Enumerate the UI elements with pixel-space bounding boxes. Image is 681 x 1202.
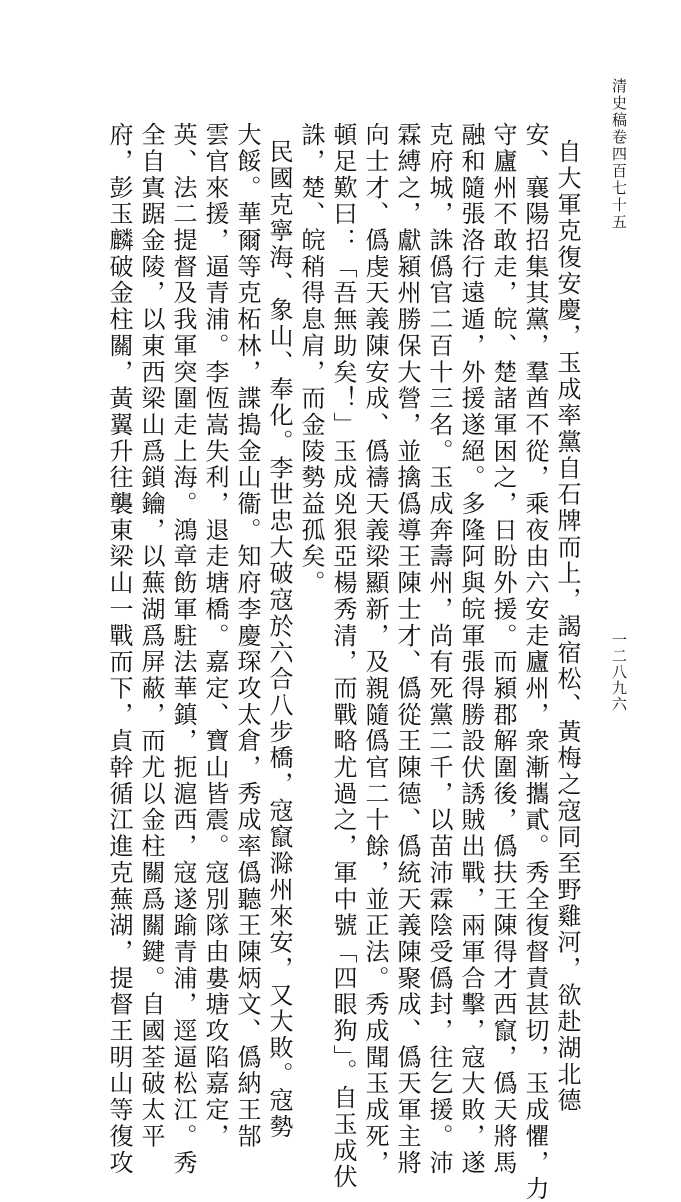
text-column-4: 融和隨張洛行遠遁，外援遂絕。多隆阿與皖軍張得勝設伏誘賊出戰，兩軍合擊，寇大敗，遂 xyxy=(457,122,485,1176)
text-column-11: 大餒。華爾等克柘林，諜搗金山衞。知府李慶琛攻太倉，秀成率僞聽王陳炳文、僞納王郜 xyxy=(233,122,261,1150)
text-column-13: 英、法二提督及我軍突圍走上海。鴻章飭軍駐法華鎮，扼滬西，寇遂踰青浦，逕逼松江。秀 xyxy=(169,122,197,1176)
text-column-5: 克府城，誅僞官二百十三名。玉成奔壽州，尚有死黨二千，以苗沛霖陰受僞封，往乞援。沛 xyxy=(425,122,453,1176)
text-column-14: 全自寘踞金陵，以東西梁山爲鎖鑰，以蕪湖爲屏蔽，而尤以金柱關爲關鍵。自國荃破太平 xyxy=(137,122,165,1150)
text-column-1: 自大軍克復安慶，玉成率黨自石牌而上，謁宿松、黃梅之寇同至野雞河，欲赴湖北德 xyxy=(553,139,581,1114)
page-number: 一二八九六 xyxy=(610,632,628,712)
text-column-9: 誅，楚、皖稍得息肩，而金陵勢益孤矣。 xyxy=(297,122,325,597)
text-column-2: 安、襄陽招集其黨，羣酋不從，乘夜由六安走廬州，衆漸攜貳。秀全復督責甚切，玉成懼，力 xyxy=(521,122,549,1202)
text-column-3: 守廬州不敢走，皖、楚諸軍困之，日盼外援。而潁郡解圍後，僞扶王陳得才西竄，僞天將馬 xyxy=(489,122,517,1176)
text-column-10: 民國克寧海、象山、奉化。李世忠大破寇於六合八步橋，寇竄滁州來安，又大敗。寇勢 xyxy=(265,139,293,1141)
text-column-6: 霖縛之，獻潁州勝保大營，並擒僞導王陳士才、僞從王陳德、僞統天義陳聚成、僞天軍主將 xyxy=(393,122,421,1176)
text-column-15: 府，彭玉麟破金柱關，黃翼升往襲東梁山一戰而下，貞幹循江進克蕪湖，提督王明山等復攻 xyxy=(105,122,133,1176)
text-column-8: 頓足歎曰：「吾無助矣！」玉成兇狠亞楊秀清，而戰略尤過之，軍中號「四眼狗」。自玉成伏 xyxy=(329,122,357,1191)
text-column-7: 向士才、僞虔天義陳安成、僞禱天義梁顯新，及親隨僞官二十餘，並正法。秀成聞玉成死， xyxy=(361,122,389,1176)
running-header: 清史稿卷四百七十五 xyxy=(610,78,628,231)
text-column-12: 雲官來援，逼青浦。李恆嵩失利，退走塘橋。嘉定、寶山皆震。寇別隊由婁塘攻陷嘉定， xyxy=(201,122,229,1150)
